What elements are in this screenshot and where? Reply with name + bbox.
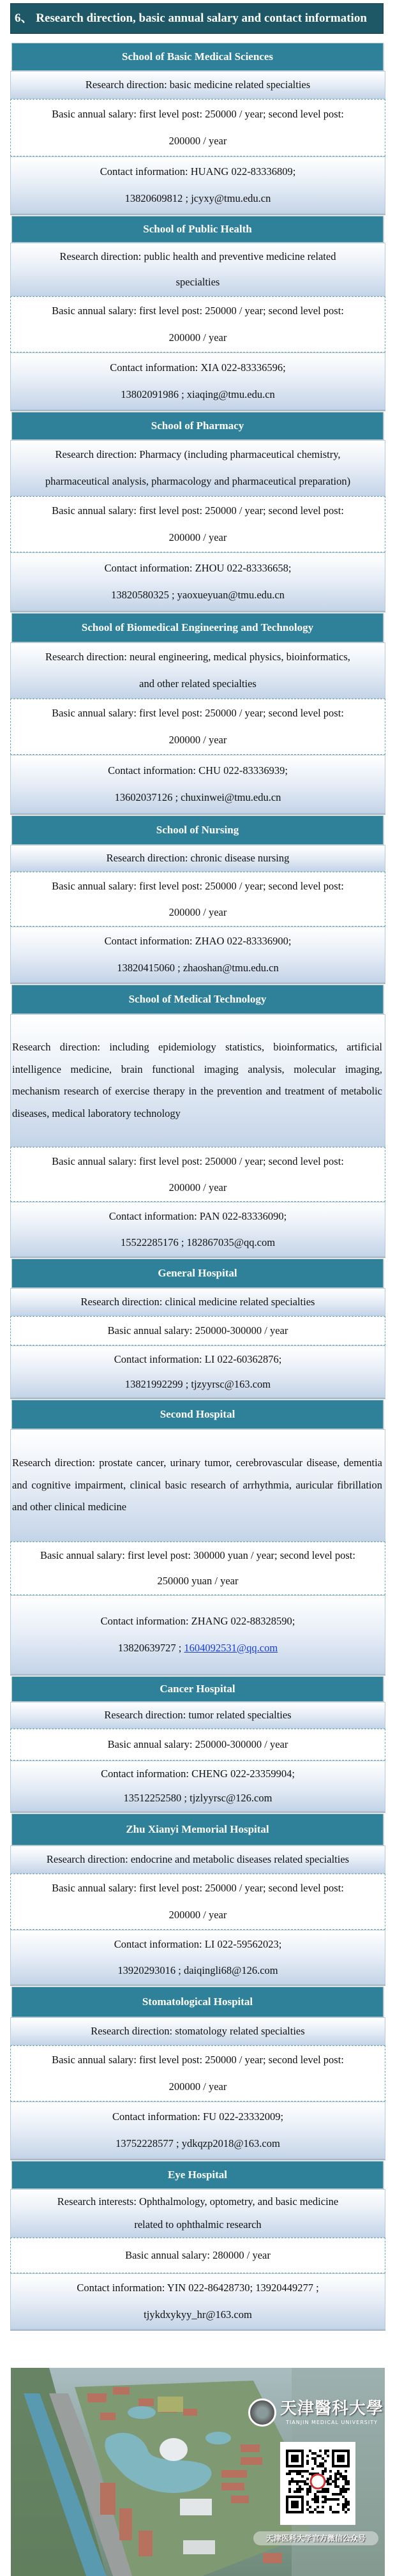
research-direction-box	[10, 1288, 385, 1316]
qr-center-logo-icon	[311, 2474, 325, 2489]
university-logo-chinese: 天津醫科大學	[280, 2399, 384, 2418]
sections-list	[10, 43, 385, 2330]
salary-line: Basic annual salary: first level post: 250000 / year; second level post:	[52, 504, 344, 517]
contact-line: 13820580325 ; yaoxueyuan@tmu.edu.cn	[111, 589, 285, 601]
salary-line: Basic annual salary: first level post: 300000 yuan / year; second level post:	[40, 1549, 355, 1561]
research-direction-box	[10, 2189, 385, 2238]
contact-box	[10, 156, 385, 214]
contact-line: Contact information: ZHOU 022-83336658;	[104, 562, 292, 574]
research-direction-box	[10, 1014, 385, 1147]
salary-line: 250000 yuan / year	[157, 1575, 239, 1587]
section-school-of-basic-medical-sciences	[10, 43, 385, 214]
salary-line: 200000 / year	[168, 331, 227, 344]
contact-line: Contact information: FU 022-23332009;	[112, 2110, 284, 2123]
contact-line: tjykdxykyy_hr@163.com	[144, 2308, 252, 2321]
section-header: School of Medical Technology	[11, 985, 384, 1014]
campus-banner-image	[11, 2368, 385, 2576]
research-direction-box	[10, 1845, 385, 1874]
contact-line: Contact information: CHU 022-83336939;	[108, 764, 288, 777]
research-direction-line: Research interests: Ophthalmology, optometry, and basic medicine	[57, 2195, 339, 2208]
section-eye-hospital	[10, 2161, 385, 2330]
research-direction-box	[10, 642, 385, 699]
contact-line: Contact information: LI 022-60362876;	[114, 1353, 282, 1365]
contact-box	[10, 2102, 385, 2159]
university-seal-icon	[248, 2398, 276, 2427]
contact-box	[10, 2273, 385, 2330]
salary-line: 200000 / year	[168, 2080, 227, 2093]
salary-line: Basic annual salary: first level post: 250000 / year; second level post:	[52, 108, 344, 120]
research-direction-line: Research direction: endocrine and metabolic diseases related specialties	[46, 1853, 350, 1865]
contact-line: 15522285176 ; 182867035@qq.com	[120, 1236, 276, 1248]
section-zhu-xianyi-memorial-hospital	[10, 1814, 385, 1985]
salary-box	[10, 1874, 385, 1930]
salary-line: Basic annual salary: 250000-300000 / year	[107, 1324, 288, 1337]
section-header: Second Hospital	[11, 1400, 384, 1429]
contact-line: Contact information: YIN 022-86428730; 13920449277 ;	[77, 2282, 319, 2294]
qr-code-icon[interactable]	[280, 2442, 355, 2525]
salary-box	[10, 1542, 385, 1595]
salary-line: Basic annual salary: first level post: 250000 / year; second level post:	[52, 1155, 344, 1167]
contact-phone: 13820639727 ;	[117, 1642, 184, 1654]
research-direction-line: Research direction: Pharmacy (including pharmaceutical chemistry,	[55, 448, 341, 460]
section-header: Cancer Hospital	[11, 1676, 384, 1702]
research-direction-line: related to ophthalmic research	[134, 2218, 262, 2231]
page-title: 6、 Research direction, basic annual salary and contact information	[10, 3, 384, 34]
research-direction-box	[10, 2017, 385, 2045]
research-direction-box	[10, 71, 385, 99]
contact-box	[10, 1761, 385, 1812]
salary-line: 200000 / year	[168, 531, 227, 543]
salary-line: 200000 / year	[168, 1909, 227, 1921]
section-school-of-pharmacy	[10, 412, 385, 611]
contact-box	[10, 1345, 385, 1398]
section-header: School of Pharmacy	[11, 412, 384, 440]
research-direction-line: Research direction: basic medicine related specialties	[85, 79, 311, 91]
research-direction-text: Research direction: including epidemiology statistics, bioinformatics, artificial intelligence medicine, brain functional imaging analysis, molecular imaging, mechanism research of exercise therapy in the prevention and treatment of metabolic diseases, medical laboratory technology	[12, 1041, 382, 1119]
research-direction-line: Research direction: clinical medicine related specialties	[80, 1296, 315, 1308]
section-header: School of Biomedical Engineering and Technology	[11, 613, 384, 642]
contact-line: 13602037126 ; chuxinwei@tmu.edu.cn	[114, 791, 281, 803]
contact-box	[10, 1930, 385, 1985]
contact-line: 13820609812 ; jcyxy@tmu.edu.cn	[124, 192, 271, 204]
section-header: School of Basic Medical Sciences	[11, 43, 384, 71]
section-second-hospital	[10, 1400, 385, 1674]
salary-line: Basic annual salary: first level post: 250000 / year; second level post:	[52, 880, 344, 892]
contact-line: 13512252580 ; tjzlyyrsc@126.com	[123, 1792, 272, 1804]
contact-line	[11, 1635, 385, 1662]
research-direction-box	[10, 243, 385, 296]
contact-line: 13920293016 ; daiqingli68@126.com	[117, 1964, 278, 1976]
salary-box	[10, 99, 385, 156]
research-direction-line: and other related specialties	[139, 678, 257, 690]
university-logo	[248, 2398, 384, 2427]
salary-line: Basic annual salary: first level post: 250000 / year; second level post:	[52, 707, 344, 719]
contact-email-link[interactable]: 1604092531@qq.com	[184, 1642, 278, 1654]
contact-line: Contact information: XIA 022-83336596;	[110, 361, 286, 374]
salary-box	[10, 872, 385, 927]
contact-line: Contact information: ZHAO 022-83336900;	[104, 935, 292, 947]
section-school-of-nursing	[10, 815, 385, 983]
salary-box	[10, 2238, 385, 2273]
research-direction-box	[10, 440, 385, 496]
section-header: School of Public Health	[11, 216, 384, 243]
salary-line: Basic annual salary: first level post: 250000 / year; second level post:	[52, 305, 344, 317]
section-header: Zhu Xianyi Memorial Hospital	[11, 1814, 384, 1845]
contact-box	[10, 352, 385, 410]
salary-box	[10, 1147, 385, 1202]
contact-line: Contact information: PAN 022-83336090;	[108, 1210, 287, 1222]
salary-line: Basic annual salary: first level post: 250000 / year; second level post:	[52, 1882, 344, 1894]
contact-box	[10, 1595, 385, 1674]
research-direction-line: Research direction: public health and preventive medicine related	[59, 250, 336, 262]
section-header: Stomatological Hospital	[11, 1987, 384, 2017]
salary-line: 200000 / year	[168, 1181, 227, 1193]
salary-line: Basic annual salary: 250000-300000 / year	[107, 1738, 288, 1750]
contact-box	[10, 755, 385, 814]
contact-line: 13752228577 ; ydkqzp2018@163.com	[116, 2137, 280, 2149]
contact-box	[10, 927, 385, 983]
research-direction-line: specialties	[175, 276, 220, 288]
salary-box	[10, 699, 385, 755]
research-direction-line: Research direction: chronic disease nursing	[106, 852, 290, 864]
section-stomatological-hospital	[10, 1987, 385, 2159]
contact-box	[10, 552, 385, 611]
section-school-of-biomedical-engineering-and-technology	[10, 613, 385, 814]
research-direction-box	[10, 1429, 385, 1542]
salary-box	[10, 2045, 385, 2102]
salary-line: Basic annual salary: 280000 / year	[125, 2249, 271, 2261]
university-logo-english: TIANJIN MEDICAL UNIVERSITY	[286, 2420, 378, 2425]
research-direction-text: Research direction: prostate cancer, urinary tumor, cerebrovascular disease, dementia and cognitive impairment, clinical basic research of arrhythmia, auricular fibrillation and other clinical medicine	[12, 1457, 382, 1513]
salary-box	[10, 1316, 385, 1345]
section-school-of-public-health	[10, 216, 385, 410]
salary-line: 200000 / year	[168, 734, 227, 746]
research-direction-line: pharmaceutical analysis, pharmacology and pharmaceutical preparation)	[45, 475, 351, 487]
section-header: School of Nursing	[11, 815, 384, 845]
section-header: General Hospital	[11, 1259, 384, 1288]
salary-box	[10, 1729, 385, 1761]
contact-line: 13802091986 ; xiaqing@tmu.edu.cn	[121, 388, 275, 400]
contact-line: Contact information: ZHANG 022-88328590;	[100, 1615, 295, 1627]
contact-line: 13820415060 ; zhaoshan@tmu.edu.cn	[117, 962, 279, 974]
contact-line: Contact information: HUANG 022-83336809;	[100, 165, 296, 178]
research-direction-line: Research direction: neural engineering, medical physics, bioinformatics,	[45, 651, 350, 663]
wechat-caption: 天津医科大学官方微信公众号	[253, 2531, 378, 2545]
university-logo-text	[280, 2398, 384, 2427]
section-header: Eye Hospital	[11, 2161, 384, 2189]
salary-box	[10, 296, 385, 352]
research-direction-line: Research direction: stomatology related specialties	[91, 2025, 305, 2037]
contact-box	[10, 1202, 385, 1257]
research-direction-box	[10, 1702, 385, 1729]
salary-box	[10, 496, 385, 552]
salary-line: 200000 / year	[168, 135, 227, 147]
section-general-hospital	[10, 1259, 385, 1398]
research-direction-line: Research direction: tumor related specialties	[104, 1709, 292, 1721]
contact-line: Contact information: LI 022-59562023;	[114, 1938, 282, 1950]
salary-line: Basic annual salary: first level post: 250000 / year; second level post:	[52, 2054, 344, 2066]
contact-line: Contact information: CHENG 022-23359904;	[101, 1768, 295, 1780]
section-school-of-medical-technology	[10, 985, 385, 1257]
research-direction-box	[10, 845, 385, 872]
salary-line: 200000 / year	[168, 906, 227, 918]
section-cancer-hospital	[10, 1676, 385, 1812]
contact-line: 13821992299 ; tjzyyrsc@163.com	[124, 1378, 271, 1390]
